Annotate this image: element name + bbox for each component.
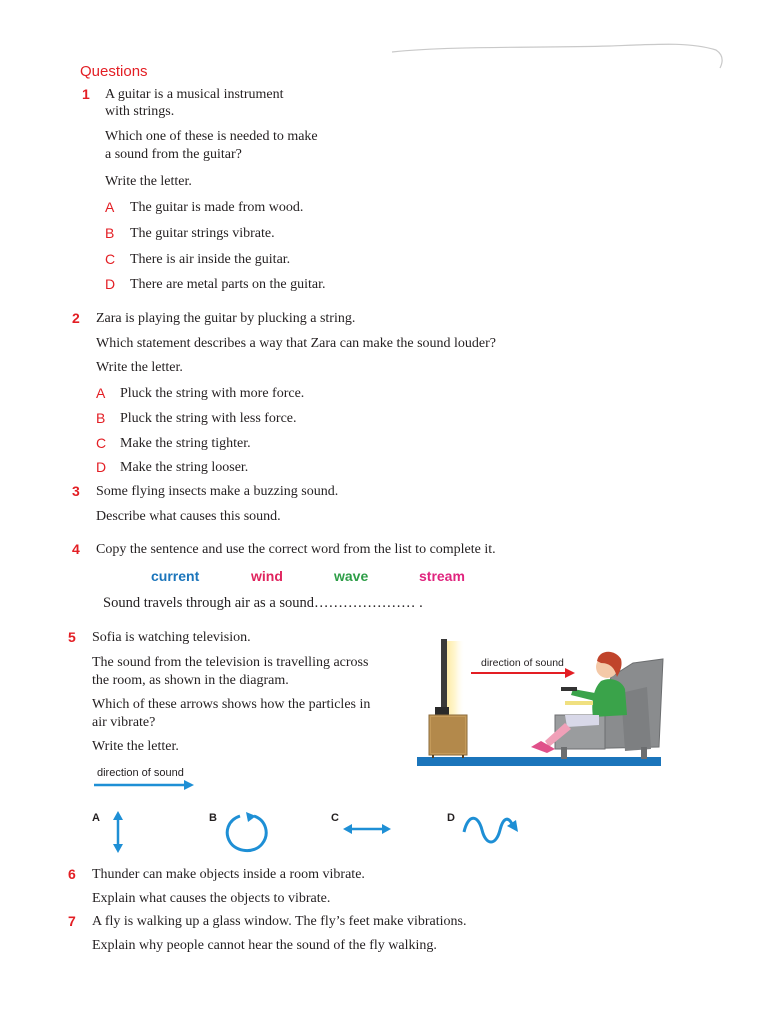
q2-option-letter: B xyxy=(96,410,106,426)
q1-option-text: There is air inside the guitar. xyxy=(130,252,291,267)
choice-c-letter: C xyxy=(331,812,339,824)
question-4-number: 4 xyxy=(72,541,80,557)
choice-a-letter: A xyxy=(92,812,100,824)
direction-of-sound-label: direction of sound xyxy=(97,767,184,779)
q2-option-text: Pluck the string with more force. xyxy=(120,386,305,401)
question-1-line: A guitar is a musical instrument xyxy=(105,87,284,102)
question-6-line: Explain what causes the objects to vibrate. xyxy=(92,891,331,906)
question-5-number: 5 xyxy=(68,629,76,645)
question-2-number: 2 xyxy=(72,310,80,326)
question-6-number: 6 xyxy=(68,866,76,882)
floor xyxy=(417,757,661,766)
questions-heading: Questions xyxy=(80,63,148,80)
question-5-instruction: Write the letter. xyxy=(92,739,179,754)
question-5-line: Which of these arrows shows how the particles in xyxy=(92,697,371,712)
horizontal-double-arrow-icon xyxy=(342,822,392,836)
circular-arrow-icon xyxy=(222,810,274,856)
question-4-line: Copy the sentence and use the correct word from the list to complete it. xyxy=(96,542,496,557)
paper-edge-decoration xyxy=(390,38,730,70)
question-5-line: the room, as shown in the diagram. xyxy=(92,673,289,688)
question-4-sentence: Sound travels through air as a sound………………… . xyxy=(103,595,423,611)
question-7-line: Explain why people cannot hear the sound of the fly walking. xyxy=(92,938,437,953)
question-6-line: Thunder can make objects inside a room vibrate. xyxy=(92,867,365,882)
question-1-line: a sound from the guitar? xyxy=(105,147,242,162)
question-5-line: Sofia is watching television. xyxy=(92,630,251,645)
question-1-number: 1 xyxy=(82,86,90,102)
question-3-line: Describe what causes this sound. xyxy=(96,509,281,524)
word-option-stream: stream xyxy=(419,568,465,584)
word-option-wave: wave xyxy=(334,568,369,584)
tv-glow xyxy=(445,641,465,715)
q2-option-text: Make the string looser. xyxy=(120,460,249,475)
word-option-wind: wind xyxy=(251,568,283,584)
choice-b-letter: B xyxy=(209,812,217,824)
q2-option-letter: C xyxy=(96,435,107,451)
question-1-line: with strings. xyxy=(105,104,175,119)
q2-option-letter: D xyxy=(96,459,107,475)
question-1-line: Which one of these is needed to make xyxy=(105,129,318,144)
q1-option-letter: C xyxy=(105,251,116,267)
q2-option-text: Make the string tighter. xyxy=(120,436,251,451)
question-5-line: air vibrate? xyxy=(92,715,156,730)
q1-option-letter: D xyxy=(105,276,116,292)
q1-option-text: There are metal parts on the guitar. xyxy=(130,277,326,292)
q1-option-text: The guitar is made from wood. xyxy=(130,200,304,215)
diagram-direction-label: direction of sound xyxy=(481,657,564,669)
question-3-number: 3 xyxy=(72,483,80,499)
q1-option-letter: A xyxy=(105,199,115,215)
question-5-line: The sound from the television is travelling across xyxy=(92,655,369,670)
word-option-current: current xyxy=(151,568,200,584)
vertical-double-arrow-icon xyxy=(110,810,126,854)
question-7-number: 7 xyxy=(68,913,76,929)
wave-arrow-icon xyxy=(460,810,522,850)
question-2-line: Zara is playing the guitar by plucking a string. xyxy=(96,311,356,326)
question-3-line: Some flying insects make a buzzing sound. xyxy=(96,484,339,499)
television xyxy=(441,639,447,717)
question-2-line: Which statement describes a way that Zara can make the sound louder? xyxy=(96,336,497,351)
q1-option-text: The guitar strings vibrate. xyxy=(130,226,275,241)
q2-option-text: Pluck the string with less force. xyxy=(120,411,297,426)
choice-d-letter: D xyxy=(447,812,455,824)
q1-option-letter: B xyxy=(105,225,115,241)
direction-of-sound-arrow-icon xyxy=(92,779,196,791)
question-7-line: A fly is walking up a glass window. The fly’s feet make vibrations. xyxy=(92,914,467,929)
q2-option-letter: A xyxy=(96,385,106,401)
question-1-instruction: Write the letter. xyxy=(105,174,192,189)
question-2-instruction: Write the letter. xyxy=(96,360,183,375)
